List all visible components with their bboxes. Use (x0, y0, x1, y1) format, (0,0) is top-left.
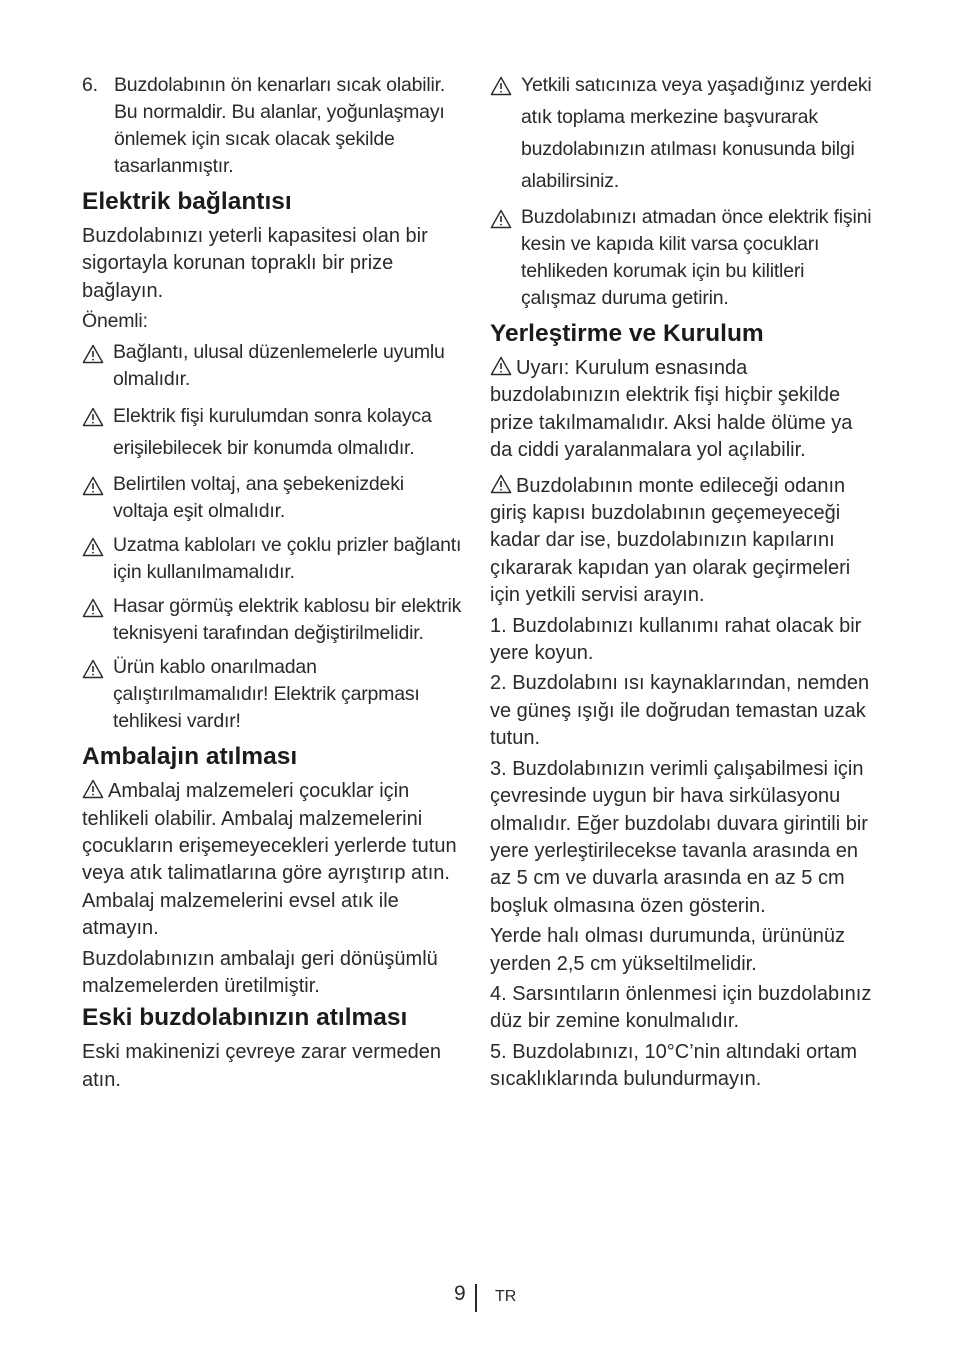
warning-triangle-icon (82, 339, 106, 370)
warning-triangle-icon (82, 593, 106, 624)
warning-triangle-icon (490, 356, 512, 376)
warning-triangle-icon (82, 654, 106, 685)
electric-warning (82, 532, 464, 586)
left-column (82, 72, 464, 1097)
warning-text: Uyarı: Kurulum esnasında buzdolabınızın elektrik fişi hiçbir şekilde prize takılmamalıdır. Aksi halde ölüme ya da ciddi yaralanmalara yol açılabilir. (490, 357, 853, 462)
warning-text: Belirtilen voltaj, ana şebekenizdeki voltaja eşit olmalıdır. (113, 473, 404, 523)
warning-text: Hasar görmüş elektrik kablosu bir elektrik teknisyeni tarafından değiştirilmelidir. (113, 595, 462, 645)
electric-warning (82, 471, 464, 525)
packaging-recycle-text: Buzdolabınızın ambalajı geri dönüşümlü malzemelerden üretilmiştir. (82, 947, 438, 998)
placement-step: 5. Buzdolabınızı, 10°C’nin altındaki ortam sıcaklıklarında bulundurmayın. (490, 1040, 858, 1091)
placement-step: 4. Sarsıntıların önlenmesi için buzdolabınız düz bir zemine konulmalıdır. (490, 982, 872, 1033)
warning-text: Uzatma kabloları ve çoklu prizler bağlantı için kullanılmamalıdır. (113, 534, 462, 584)
disposal-warning (490, 204, 875, 312)
footer-divider (475, 1284, 477, 1312)
packaging-warning (82, 778, 464, 942)
warning-text: Ürün kablo onarılmadan çalıştırılmamalıdır! Elektrik çarpması tehlikesi vardır! (113, 656, 420, 733)
list-item-6 (82, 72, 464, 180)
warning-triangle-icon (490, 474, 512, 494)
warning-text: Yetkili satıcınıza veya yaşadığınız yerdeki atık toplama merkezine başvurarak buzdolabınızın atılması konusunda bilgi alabilirsiniz. (521, 74, 872, 192)
warning-triangle-icon (82, 400, 106, 433)
placement-step: 3. Buzdolabınızın verimli çalışabilmesi için çevresinde uygun bir hava sirkülasyonu olmalıdır. Eğer buzdolabı duvara girintili bir yere yerleştirilecekse tavanla arasında en az 5 cm ve duvarla arasında en az 5 cm boşluk olmasına özen gösterin. (490, 757, 868, 917)
old-fridge-disposal-heading: Eski buzdolabınızın atılması (82, 1004, 408, 1032)
electric-connection-heading: Elektrik bağlantısı (82, 188, 292, 215)
warning-triangle-icon (82, 471, 106, 502)
important-label: Önemli: (82, 310, 148, 333)
warning-text: Bağlantı, ulusal düzenlemelerle uyumlu olmalıdır. (113, 341, 445, 391)
warning-triangle-icon (82, 532, 106, 563)
electric-warning (82, 339, 464, 393)
placement-warning (490, 355, 875, 465)
electric-intro-text: Buzdolabınızı yeterli kapasitesi olan bir sigortayla korunan topraklı bir prize bağlayın. (82, 225, 428, 302)
packaging-disposal-heading: Ambalajın atılması (82, 743, 298, 771)
warning-triangle-icon (82, 779, 104, 799)
warning-text: Elektrik fişi kurulumdan sonra kolayca erişilebilecek bir konumda olmalıdır. (113, 405, 432, 460)
old-fridge-text: Eski makinenizi çevreye zarar vermeden atın. (82, 1041, 442, 1091)
placement-warning (490, 473, 875, 610)
language-code: TR (495, 1288, 517, 1305)
disposal-warning (490, 69, 875, 197)
placement-installation-heading: Yerleştirme ve Kurulum (490, 320, 764, 347)
warning-text: Buzdolabınızı atmadan önce elektrik fişini kesin ve kapıda kilit varsa çocukları tehlikeden korumak için bu kilitleri çalışmaz duruma getirin. (521, 206, 872, 309)
electric-warning (82, 593, 464, 647)
page-number: 9 (454, 1282, 466, 1305)
placement-step: 1. Buzdolabınızı kullanımı rahat olacak bir yere koyun. (490, 614, 862, 665)
warning-text: Buzdolabının monte edileceği odanın giriş kapısı buzdolabının geçemeyeceği kadar dar ise, buzdolabınızın kapılarını çıkararak kapıdan yan olarak geçirmeleri için yetkili servisi arayın. (490, 474, 851, 607)
warning-text: Ambalaj malzemeleri çocuklar için tehlikeli olabilir. Ambalaj malzemelerini çocukların erişemeyecekleri yerlerde tutun veya atık talimatlarına göre ayrıştırıp atın. Ambalaj malzemelerini evsel atık ile atmayın. (82, 780, 457, 940)
warning-triangle-icon (490, 69, 514, 102)
electric-warning (82, 400, 464, 464)
placement-step: 2. Buzdolabını ısı kaynaklarından, nemden ve güneş ışığı ile doğrudan temastan uzak tutun. (490, 672, 870, 750)
right-column (490, 72, 875, 1097)
warning-triangle-icon (490, 204, 514, 235)
list-item-number: 6. (82, 74, 98, 96)
list-item-text: Buzdolabının ön kenarları sıcak olabilir. Bu normaldir. Bu alanlar, yoğunlaşmayı önlemek için sıcak olacak şekilde tasarlanmıştır. (114, 74, 446, 177)
electric-warning (82, 654, 464, 735)
page-footer (0, 1280, 954, 1320)
placement-step: Yerde halı olması durumunda, ürününüz yerden 2,5 cm yükseltilmelidir. (490, 925, 846, 975)
